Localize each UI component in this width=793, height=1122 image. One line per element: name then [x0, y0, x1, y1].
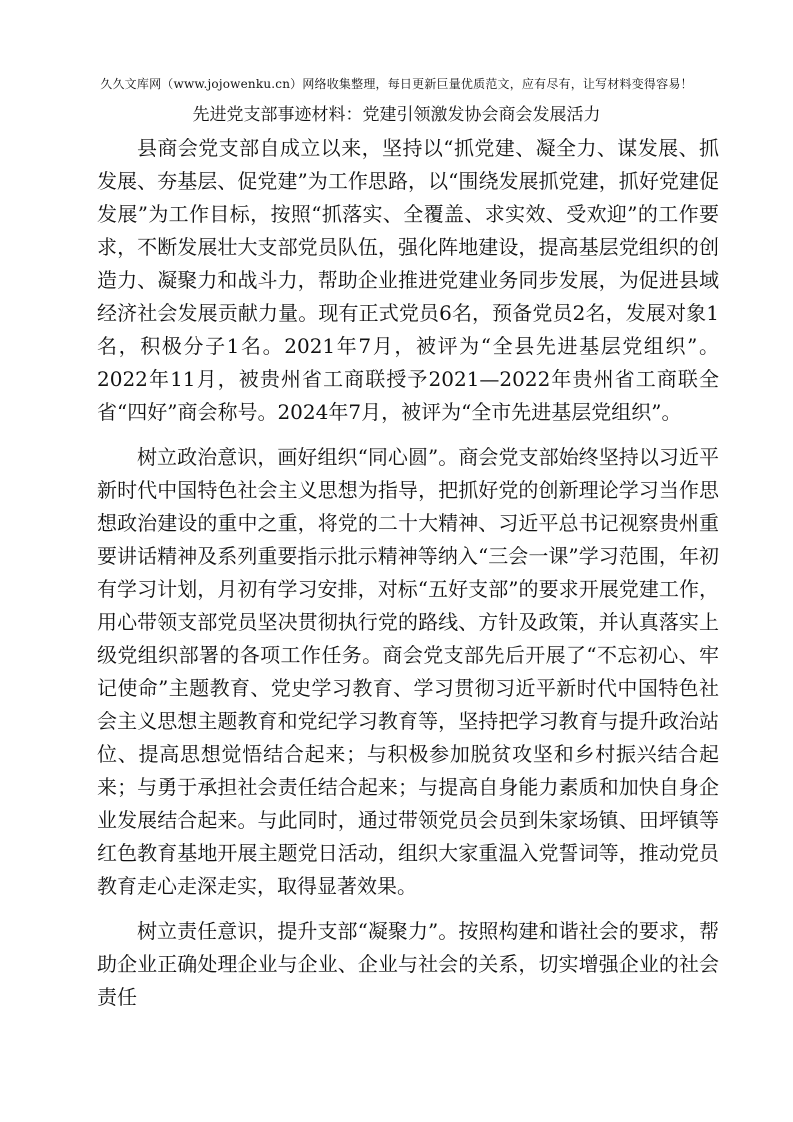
document-body — [97, 132, 719, 1026]
header-note: 久久文库网（www.jojowenku.cn）网络收集整理，每日更新巨量优质范文，应有尽有，让写材料变得容易！ — [100, 77, 693, 91]
paragraph-political-awareness: 树立政治意识，画好组织“同心圆”。商会党支部始终坚持以习近平新时代中国特色社会主义思想为指导，把抓好党的创新理论学习当作思想政治建设的重中之重，将党的二十大精神、习近平总书记视察贵州重要讲话精神及系列重要指示批示精神等纳入“三会一课”学习范围，年初有学习计划，月初有学习安排，对标“五好支部”的要求开展党建工作，用心带领支部党员坚决贯彻执行党的路线、方针及政策，并认真落实上级党组织部署的各项工作任务。商会党支部先后开展了“不忘初心、牢记使命”主题教育、党史学习教育、学习贯彻习近平新时代中国特色社会主义思想主题教育和党纪学习教育等，坚持把学习教育与提升政治站位、提高思想觉悟结合起来；与积极参加脱贫攻坚和乡村振兴结合起来；与勇于承担社会责任结合起来；与提高自身能力素质和加快自身企业发展结合起来。与此同时，通过带领党员会员到朱家场镇、田坪镇等红色教育基地开展主题党日活动，组织大家重温入党誓词等，推动党员教育走心走深走实，取得显著效果。 — [97, 445, 719, 898]
paragraph-intro: 县商会党支部自成立以来，坚持以“抓党建、凝全力、谋发展、抓发展、夯基层、促党建”为工作思路，以“围绕发展抓党建，抓好党建促发展”为工作目标，按照“抓落实、全覆盖、求实效、受欢迎”的工作要求，不断发展壮大支部党员队伍，强化阵地建设，提高基层党组织的创造力、凝聚力和战斗力，帮助企业推进党建业务同步发展，为促进县域经济社会发展贡献力量。现有正式党员6名，预备党员2名，发展对象1名，积极分子1名。2021年7月，被评为“全县先进基层党组织”。2022年11月，被贵州省工商联授予2021—2022年贵州省工商联全省“四好”商会称号。2024年7月，被评为“全市先进基层党组织”。 — [97, 136, 719, 424]
document-title: 先进党支部事迹材料：党建引领激发协会商会发展活力 — [192, 105, 601, 125]
paragraph-responsibility-awareness: 树立责任意识，提升支部“凝聚力”。按照构建和谐社会的要求，帮助企业正确处理企业与企业、企业与社会的关系，切实增强企业的社会责任 — [97, 919, 719, 1009]
